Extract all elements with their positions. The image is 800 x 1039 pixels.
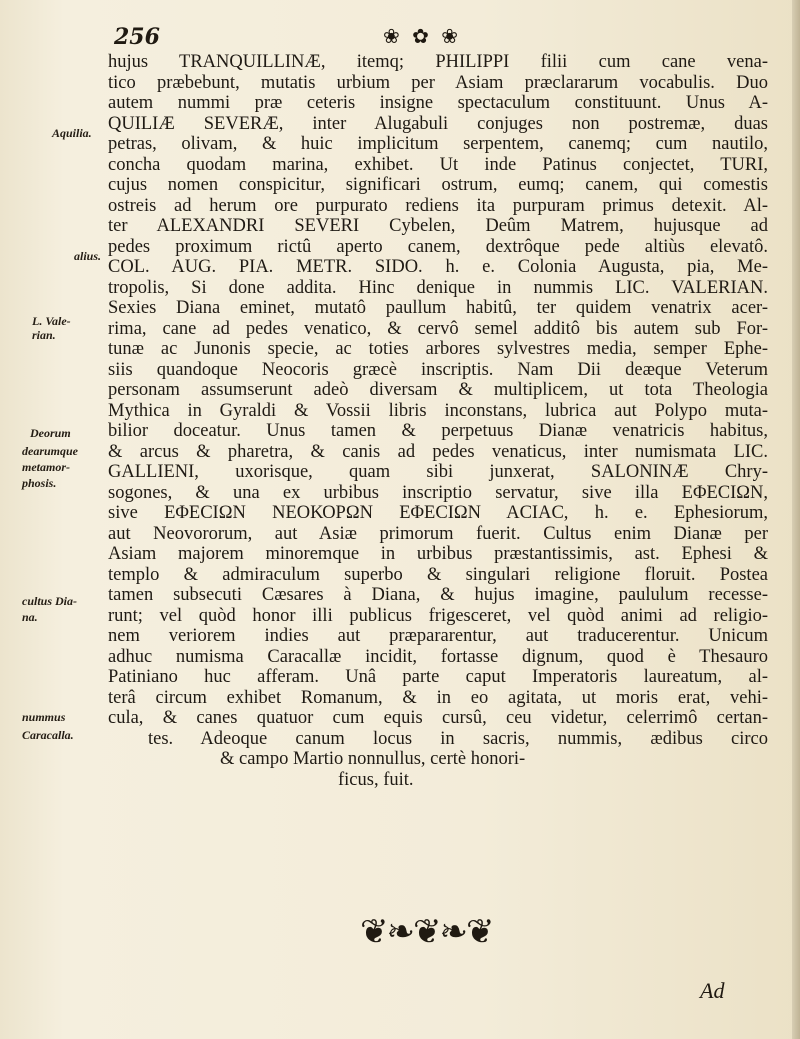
text-line: Sexies Diana eminet, mutatô paullum habitû, ter quidem venatrix acer- [108, 298, 768, 318]
margin-note: alius. [74, 249, 102, 263]
catchword: Ad [700, 978, 725, 1003]
margin-notes [0, 52, 100, 852]
text-line: tamen subsecuti Cæsares à Diana, & hujus imagine, paululum recesse- [108, 585, 768, 605]
text-line: Patiniano huc afferam. Unâ parte caput Imperatoris laureatum, al- [108, 667, 768, 687]
margin-note: na. [22, 610, 38, 624]
tailpiece-ornament: ❦❧❦❧❦ [360, 912, 493, 952]
text-line: aut Neovororum, aut Asiæ primorum fuerit. Cultus enim Dianæ per [108, 523, 768, 544]
text-line: personam assumserunt adeò diversam & multiplicem, ut tota Theologia [108, 380, 768, 400]
text-line: ter ALEXANDRI SEVERI Cybelen, Deûm Matrem, hujusque ad [108, 216, 768, 236]
text-line: terâ circum exhibet Romanum, & in eo agitata, ut moris erat, vehi- [108, 687, 768, 708]
text-line: rima, cane ad pedes venatico, & cervô semel additô bis autem sub For- [108, 318, 768, 339]
text-line: runt; vel quòd honor illi publicus frigesceret, vel quòd animi ad religio- [108, 605, 768, 626]
text-line: templo & admiraculum superbo & singulari religione floruit. Postea [108, 564, 768, 585]
text-line: autem nummi præ ceteris insigne spectaculum constituunt. Unus A- [108, 93, 768, 113]
text-line: hujus TRANQUILLINÆ, itemq; PHILIPPI filii cum cane vena- [108, 52, 768, 72]
text-line: petras, olivam, & huic implicitum serpentem, canemq; cum nautilo, [108, 134, 768, 154]
text-line: siis quandoque Neocoris græcè inscriptis. Nam Dii deæque Veterum [108, 359, 768, 380]
margin-note: metamor- [22, 460, 70, 474]
margin-note: Deorum [30, 426, 71, 440]
text-line: tes. Adeoque canum locus in sacris, nummis, ædibus circo [148, 728, 768, 749]
text-line: tico præbebunt, mutatis urbium per Asiam præclararum vocabulis. Duo [108, 72, 768, 93]
text-line: COL. AUG. PIA. METR. SIDO. h. e. Colonia Augusta, pia, Me- [108, 257, 768, 277]
text-line: ficus, fuit. [338, 769, 414, 790]
text-line: cula, & canes quatuor cum equis cursû, ceu videtur, celerrimô certan- [108, 708, 768, 728]
margin-note: phosis. [22, 476, 57, 490]
text-line: adhuc numisma Caracallæ incidit, fortasse dignum, quod è Thesauro [108, 646, 768, 667]
margin-note: dearumque [22, 444, 79, 458]
text-line: & arcus & pharetra, & canis ad pedes venaticus, inter numismata LIC. [108, 441, 768, 462]
text-line: nem veriorem indies aut præpararentur, aut traducerentur. Unicum [108, 626, 768, 646]
text-line: concha quodam marina, exhibet. Ut inde Patinus conjectet, TURI, [108, 154, 768, 175]
header-ornament: ❀ ✿ ❀ [383, 24, 461, 48]
margin-note: Aquilia. [52, 126, 92, 140]
margin-note: cultus Dia- [22, 594, 78, 608]
body-text [108, 52, 768, 790]
text-line: Asiam majorem minoremque in urbibus præstantissimis, ast. Ephesi & [108, 544, 768, 564]
text-line: GALLIENI, uxorisque, quam sibi junxerat, SALONINÆ Chry- [108, 462, 768, 482]
page-edge [792, 0, 800, 1039]
page-number: 256 [114, 24, 160, 50]
text-line: sogones, & una ex urbibus inscriptio servatur, sive illa ΕΦΕϹΙΩΝ, [108, 482, 768, 503]
text-line: ostreis ad herum ore purpurato rediens ita purpuram primus detexit. Al- [108, 195, 768, 216]
text-line: tunæ ac Junonis specie, ac toties arbores sylvestres media, semper Ephe- [108, 339, 768, 359]
text-line: sive ΕΦΕϹΙΩΝ ΝΕΟΚΟΡΩΝ ΕΦΕϹΙΩΝ ΑϹΙΑϹ, h. e. Ephesiorum, [108, 503, 768, 523]
text-line: cujus nomen conspicitur, significari ostrum, eumq; canem, qui comestis [108, 175, 768, 195]
margin-note: nummus [22, 710, 66, 724]
margin-note: Caracalla. [22, 728, 74, 742]
text-line: QUILIÆ SEVERÆ, inter Alugabuli conjuges non postremæ, duas [108, 113, 768, 134]
text-line: pedes proximum rictû aperto canem, dextrôque pede altiùs elevatô. [108, 236, 768, 257]
text-line: Mythica in Gyraldi & Vossii libris inconstans, lubrica aut Polypo muta- [108, 400, 768, 421]
text-line: bilior doceatur. Unus tamen & perpetuus Dianæ venatricis habitus, [108, 421, 768, 441]
margin-note: L. Vale- [32, 314, 71, 328]
margin-note: rian. [32, 328, 56, 342]
text-line: & campo Martio nonnullus, certè honori- [220, 749, 526, 769]
text-line: tropolis, Si done addita. Hinc denique in nummis LIC. VALERIAN. [108, 277, 768, 298]
